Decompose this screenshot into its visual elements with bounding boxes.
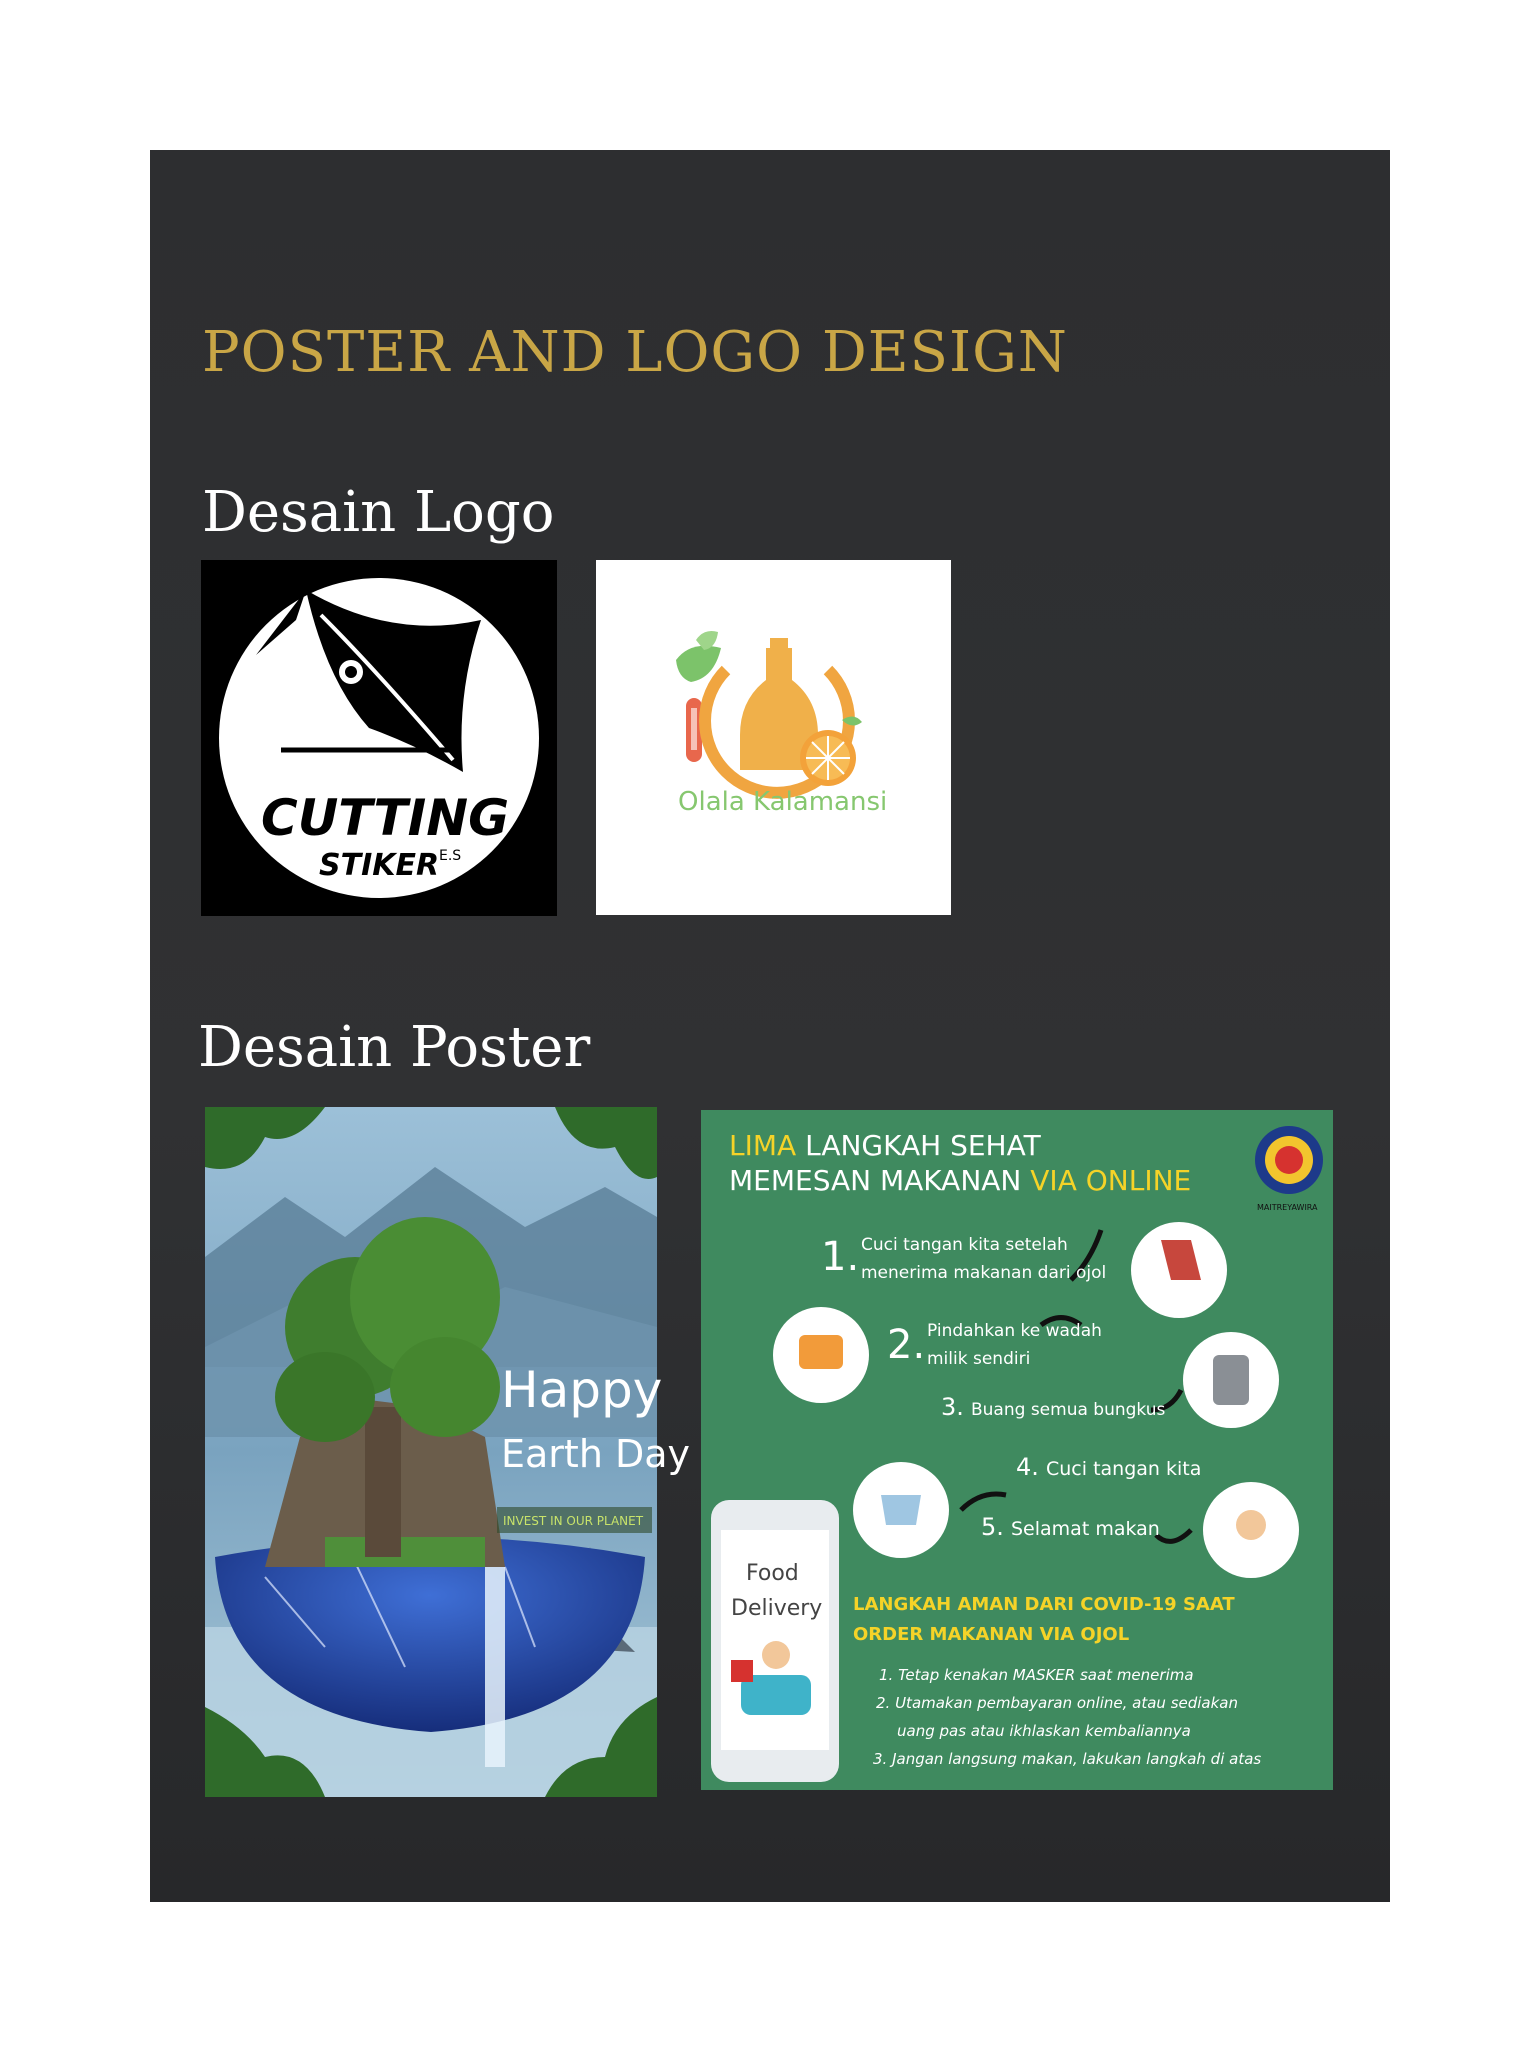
portfolio-panel xyxy=(150,150,1390,1902)
food-delivery-poster xyxy=(701,1110,1333,1790)
badge-text: MAITREYAWIRA xyxy=(1257,1203,1318,1212)
phone-label-delivery: Delivery xyxy=(731,1596,823,1621)
phone-illustration xyxy=(711,1500,839,1782)
es-sup-text: E.S xyxy=(439,848,462,864)
cutting-text: CUTTING xyxy=(261,789,510,847)
earth-day-text: Earth Day xyxy=(501,1432,691,1476)
covid-item-2-cont: uang pas atau ikhlaskan kembaliannya xyxy=(897,1722,1191,1740)
step-2-line1: Pindahkan ke wadah xyxy=(927,1321,1102,1341)
poster-section-heading: Desain Poster xyxy=(198,1015,591,1080)
happy-text: Happy xyxy=(501,1361,663,1419)
step-5-num: 5. xyxy=(981,1513,1004,1541)
cutting-stiker-logo xyxy=(201,560,557,916)
poster-title-line1: LIMA LANGKAH SEHAT xyxy=(729,1129,1041,1162)
earth-day-poster xyxy=(205,1107,691,1797)
page-title: POSTER AND LOGO DESIGN xyxy=(202,320,1068,385)
covid-heading-line1: LANGKAH AMAN DARI COVID-19 SAAT xyxy=(853,1594,1235,1615)
covid-item-3: 3. Jangan langsung makan, lakukan langkah di atas xyxy=(873,1750,1262,1768)
step-1-line1: Cuci tangan kita setelah xyxy=(861,1235,1068,1255)
stiker-text: STIKER xyxy=(319,848,440,883)
step-1-num: 1. xyxy=(821,1234,860,1280)
step-3-text: Buang semua bungkus xyxy=(971,1400,1166,1420)
step-2-line2: milik sendiri xyxy=(927,1349,1031,1369)
step-2-num: 2. xyxy=(887,1322,926,1368)
olala-wordmark: Olala Kalamansi xyxy=(678,787,888,817)
olala-kalamansi-logo xyxy=(596,560,951,915)
covid-item-2: 2. Utamakan pembayaran online, atau sediakan xyxy=(876,1694,1239,1712)
step-4-text: Cuci tangan kita xyxy=(1046,1458,1202,1480)
step-1-line2: menerima makanan dari ojol xyxy=(861,1263,1107,1283)
phone-label-food: Food xyxy=(746,1561,799,1586)
covid-item-1: 1. Tetap kenakan MASKER saat menerima xyxy=(879,1666,1194,1684)
covid-heading-line2: ORDER MAKANAN VIA OJOL xyxy=(853,1624,1130,1645)
poster-title-line2: MEMESAN MAKANAN VIA ONLINE xyxy=(729,1164,1192,1197)
step-3-num: 3. xyxy=(941,1393,964,1421)
step-5-text: Selamat makan xyxy=(1011,1518,1160,1540)
logo-section-heading: Desain Logo xyxy=(202,480,555,545)
invest-tagline: INVEST IN OUR PLANET xyxy=(503,1514,644,1528)
step-4-num: 4. xyxy=(1016,1453,1039,1481)
